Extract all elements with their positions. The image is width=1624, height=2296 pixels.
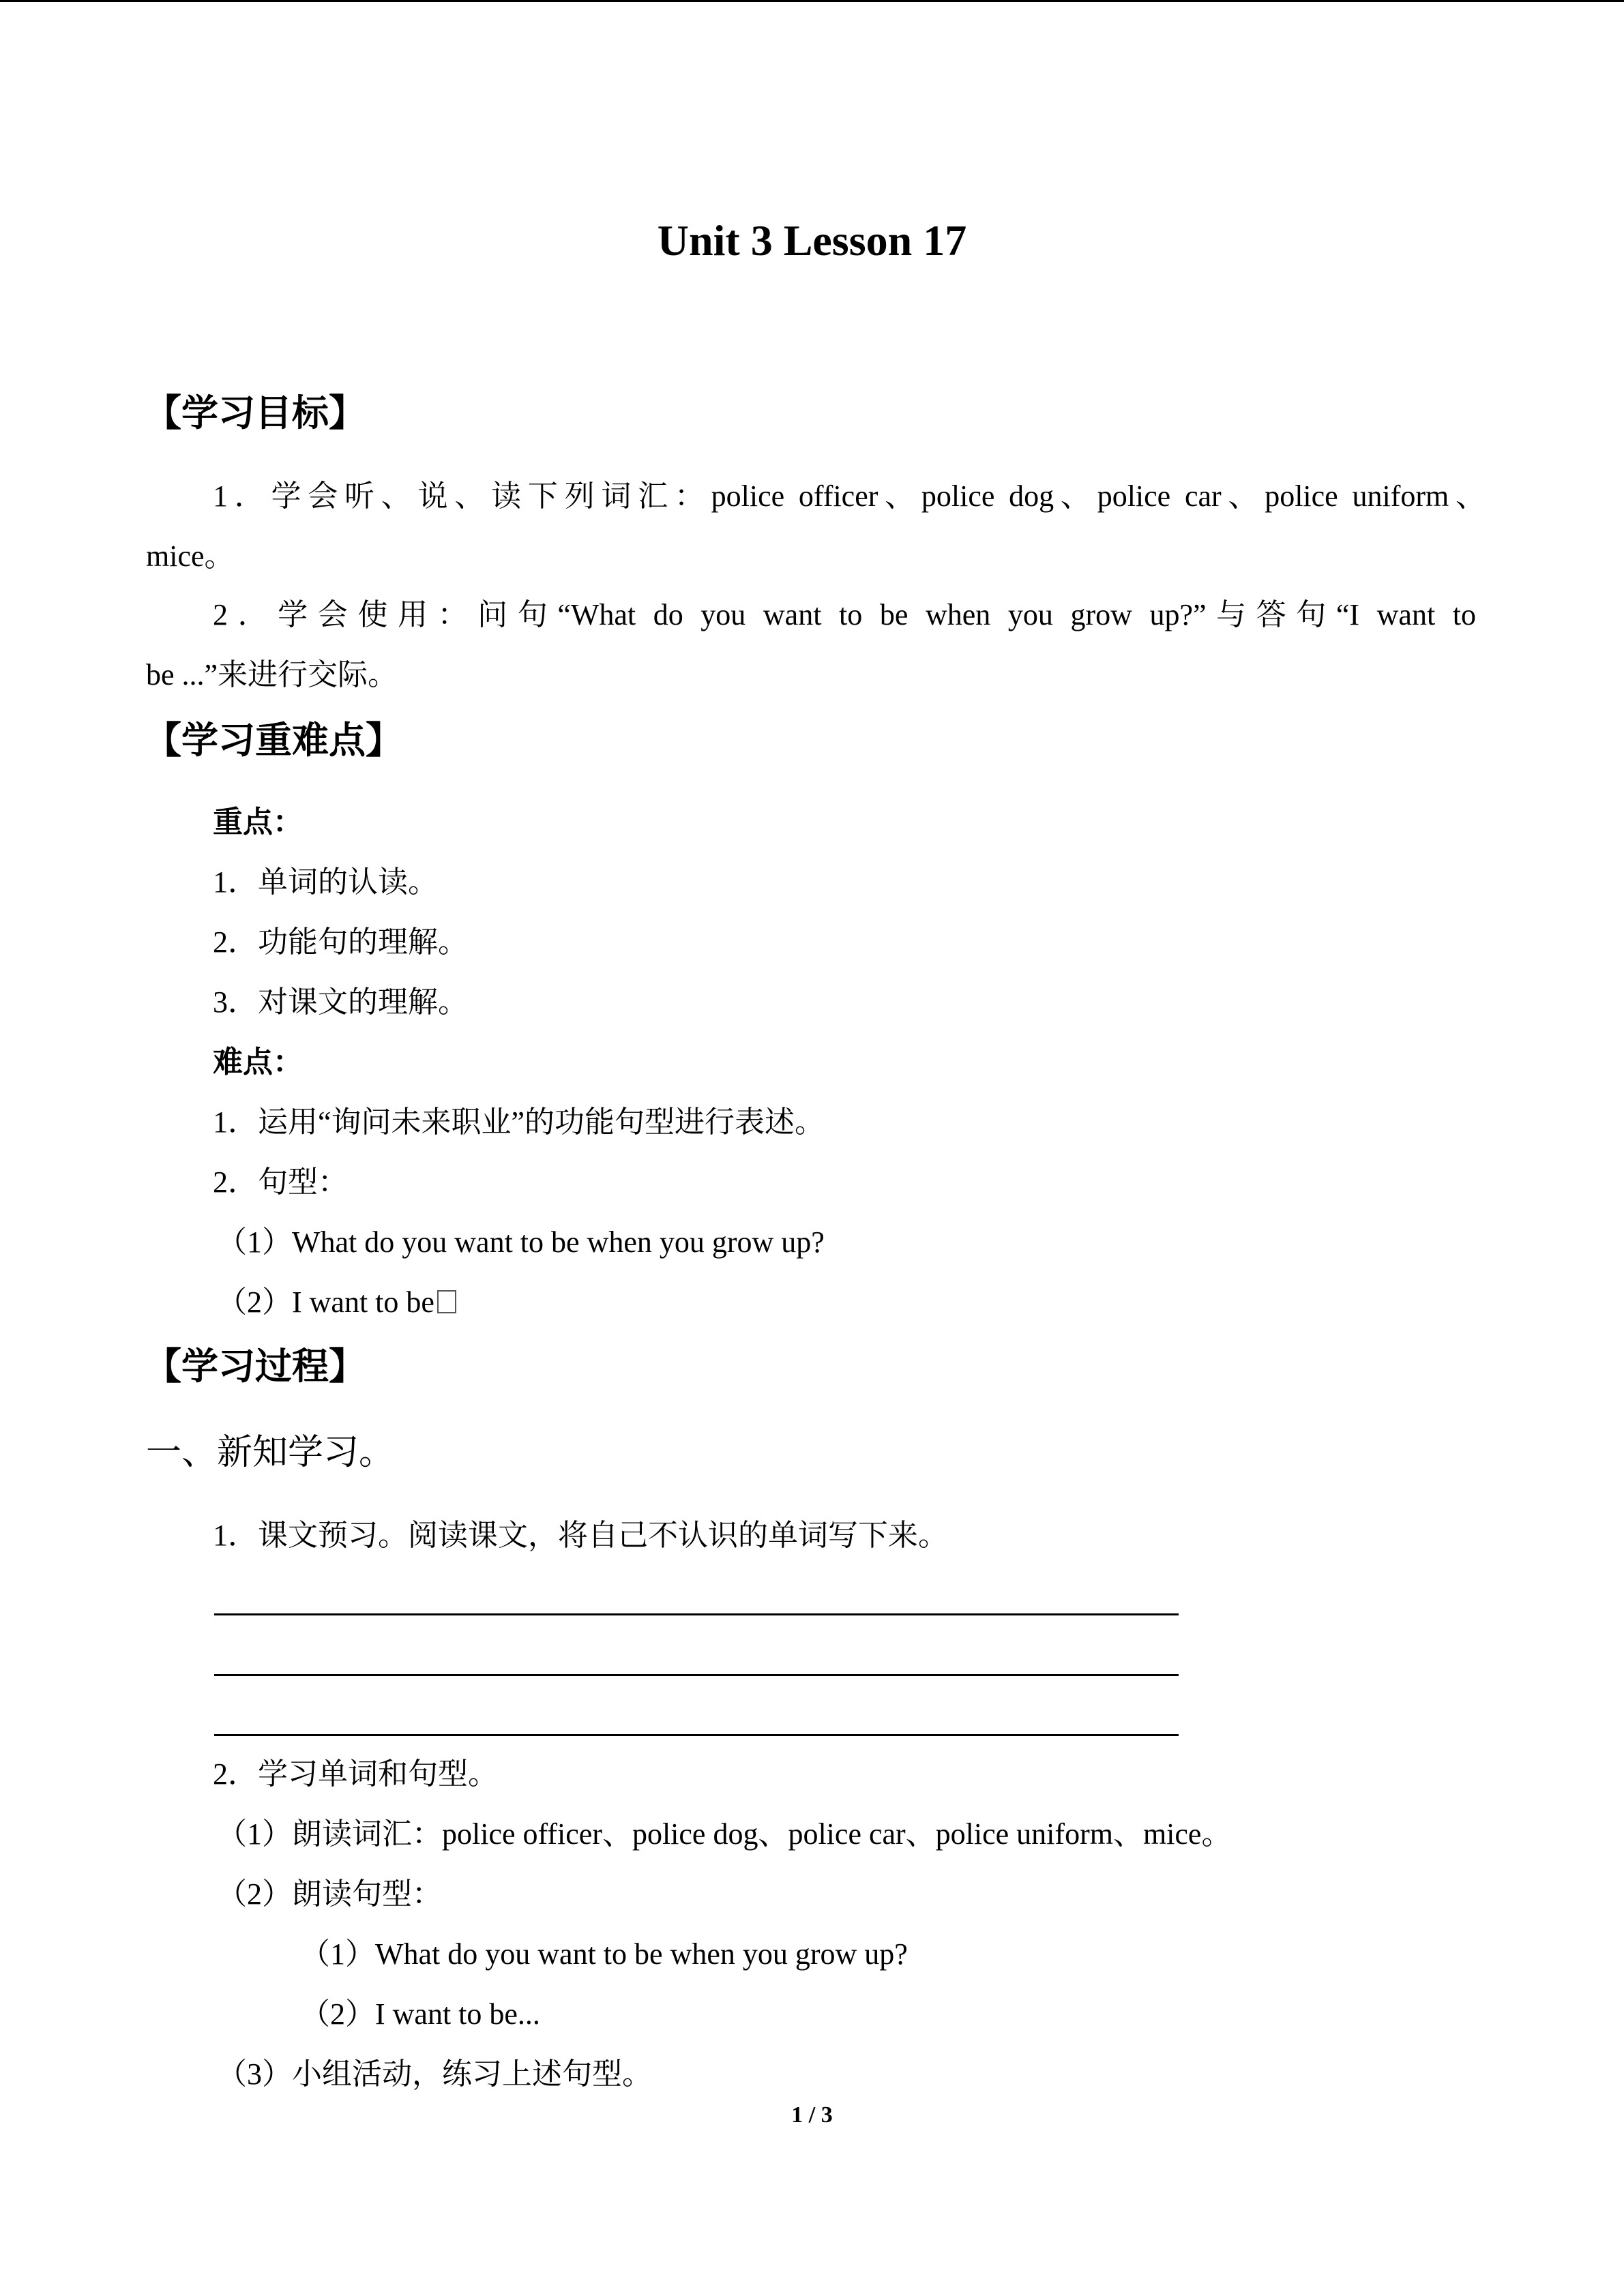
key-point-item: 1．单词的认读。 (213, 865, 438, 899)
step-2-heading: 2．学习单词和句型。 (213, 1757, 498, 1791)
page-number: 1 / 3 (791, 2102, 833, 2128)
step-2-sub-item: （3）小组活动，练习上述句型。 (217, 2057, 652, 2091)
part-heading-new-knowledge: 一、新知学习。 (146, 1433, 395, 1472)
objective-item-2-line-1: 2．学会使用：问句“What do you want to be when you grow up?”与答句“I want to (213, 598, 1476, 631)
reading-pattern-item: （2）I want to be... (300, 1997, 540, 2031)
section-heading-key-points: 【学习重难点】 (145, 720, 402, 761)
answer-blank-line[interactable] (214, 1734, 1179, 1736)
answer-blank-line[interactable] (214, 1613, 1179, 1615)
section-heading-objectives: 【学习目标】 (145, 393, 366, 434)
difficult-point-item: 2．句型： (213, 1165, 348, 1199)
step-1-instruction: 1．课文预习。阅读课文，将自己不认识的单词写下来。 (213, 1519, 948, 1552)
sentence-pattern-text: （2）I want to be (217, 1285, 434, 1319)
difficult-point-item: 1．运用“询问未来职业”的功能句型进行表述。 (213, 1105, 825, 1139)
section-heading-process: 【学习过程】 (145, 1346, 366, 1387)
step-2-sub-item: （2）朗读句型： (217, 1877, 442, 1911)
objective-item-1-line-1: 1．学会听、说、读下列词汇：police officer、police dog、police car、police uniform、 (213, 479, 1486, 513)
document-title: Unit 3 Lesson 17 (657, 216, 967, 265)
answer-blank-line[interactable] (214, 1674, 1179, 1676)
sentence-pattern-item (217, 1282, 456, 1323)
objective-item-1-line-2: mice。 (146, 539, 235, 573)
key-point-item: 3．对课文的理解。 (213, 985, 468, 1019)
placeholder-box-icon (437, 1290, 456, 1313)
page-top-border (0, 0, 1624, 2)
objective-item-2-line-2: be ...”来进行交际。 (146, 658, 398, 691)
difficult-points-label: 难点： (213, 1045, 303, 1079)
key-points-label: 重点： (213, 805, 303, 839)
reading-pattern-item: （1）What do you want to be when you grow up? (300, 1937, 908, 1971)
sentence-pattern-item: （1）What do you want to be when you grow up? (217, 1225, 825, 1259)
step-2-sub-item: （1）朗读词汇：police officer、police dog、police car、police uniform、mice。 (217, 1817, 1232, 1851)
key-point-item: 2．功能句的理解。 (213, 925, 468, 959)
